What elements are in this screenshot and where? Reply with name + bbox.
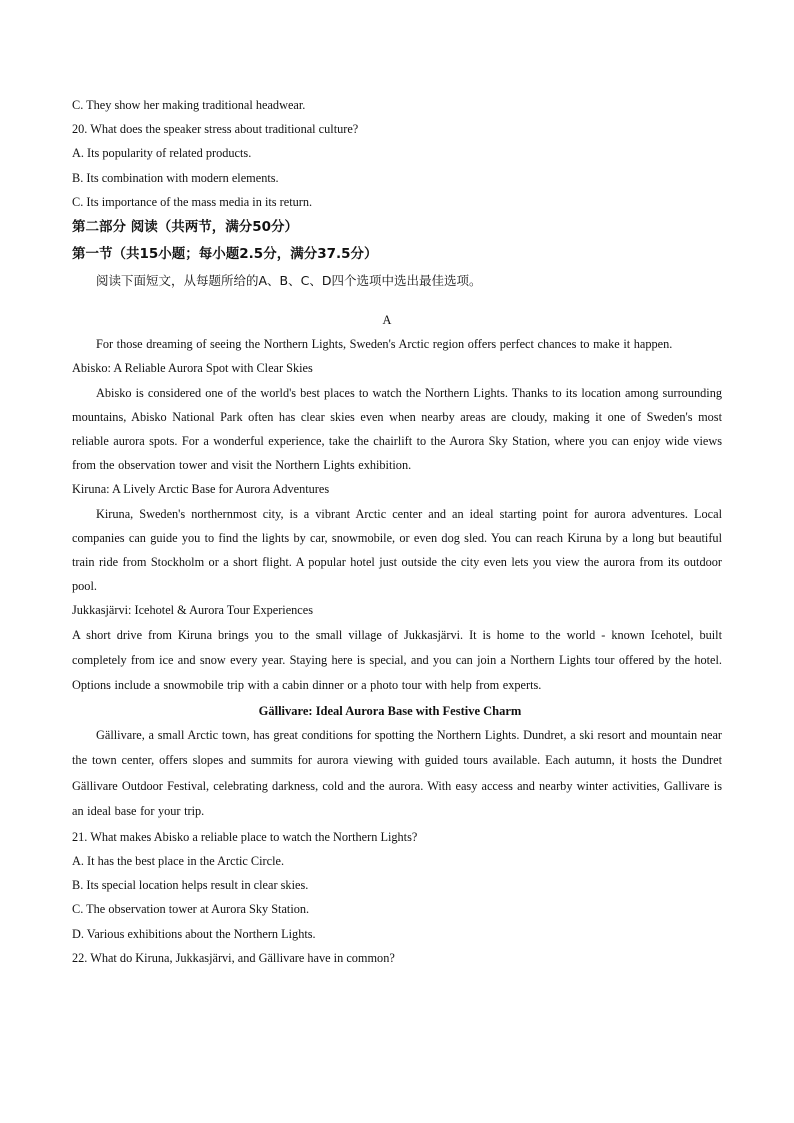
option-text: C. They show her making traditional headwear. xyxy=(72,98,306,112)
passage-label: A xyxy=(382,313,392,328)
option-text: A. It has the best place in the Arctic Circle. xyxy=(72,853,285,868)
subsection-heading-jukkasjarvi: Jukkasjärvi: Icehotel & Aurora Tour Experiences xyxy=(72,603,314,618)
passage-intro: For those dreaming of seeing the Northern Lights, Sweden's Arctic region offers perfect chances to make it happen. xyxy=(96,337,673,352)
option-text: C. Its importance of the mass media in its return. xyxy=(72,194,313,209)
subsection-heading-abisko: Abisko: A Reliable Aurora Spot with Clear Skies xyxy=(72,361,313,376)
option-text: B. Its combination with modern elements. xyxy=(72,170,279,185)
paragraph-jukkasjarvi: A short drive from Kiruna brings you to the small village of Jukkasjärvi. It is home to the world - known Icehotel, built completely from ice and snow every year. Staying here is special, and you can join a Northern Lights tour offered by the hotel. Options include a snowmobile trip with a cabin dinner or a photo tour with help from experts. xyxy=(72,627,722,693)
paragraph-kiruna: Kiruna, Sweden's northernmost city, is a vibrant Arctic center and an ideal starting point for aurora adventures. Local companies can guide you to find the lights by car, snowmobile, or even dog sled. You can reach Kiruna by a long but beautiful train ride from Stockholm or a short flight. A popular hotel just outside the city even lets you view the aurora from its outdoor pool. xyxy=(72,506,722,594)
paragraph-abisko: Abisko is considered one of the world's best places to watch the Northern Lights. Thanks to its location among surrounding mountains, Abisko National Park often has clear skies even when nearby areas are cloudy, making it one of Sweden's most reliable aurora spots. For a wonderful experience, take the chairlift to the Aurora Sky Station, where you can enjoy wide views from the observation tower and visit the Northern Lights exhibition. xyxy=(72,385,722,473)
subsection-heading-kiruna: Kiruna: A Lively Arctic Base for Aurora Adventures xyxy=(72,482,330,497)
question-stem: 22. What do Kiruna, Jukkasjärvi, and Gällivare have in common? xyxy=(72,950,395,965)
paragraph-gallivare: Gällivare, a small Arctic town, has great conditions for spotting the Northern Lights. Dundret, a ski resort and mountain near the town center, offers slopes and summits for aurora viewing with guided tours available. Each autumn, it hosts the Dundret Gällivare Outdoor Festival, celebrating darkness, cold and the aurora. With easy access and nearby winter activities, Gallivare is an ideal base for your trip. xyxy=(72,728,722,819)
question-stem: 20. What does the speaker stress about traditional culture? xyxy=(72,122,359,137)
option-text: C. The observation tower at Aurora Sky Station. xyxy=(72,902,310,917)
question-stem: 21. What makes Abisko a reliable place to watch the Northern Lights? xyxy=(72,829,418,844)
section-title: 第一节（共15小题；每小题2.5分，满分37.5分） xyxy=(72,246,378,263)
page-content xyxy=(72,93,722,970)
option-text: D. Various exhibitions about the Northern Lights. xyxy=(72,926,316,941)
option-text: A. Its popularity of related products. xyxy=(72,146,252,161)
option-text: B. Its special location helps result in clear skies. xyxy=(72,878,309,893)
part-title: 第二部分 阅读（共两节，满分50分） xyxy=(72,219,298,236)
instructions: 阅读下面短文，从每题所给的A、B、C、D四个选项中选出最佳选项。 xyxy=(96,273,482,289)
subsection-heading-gallivare: Gällivare: Ideal Aurora Base with Festive Charm xyxy=(258,703,522,718)
